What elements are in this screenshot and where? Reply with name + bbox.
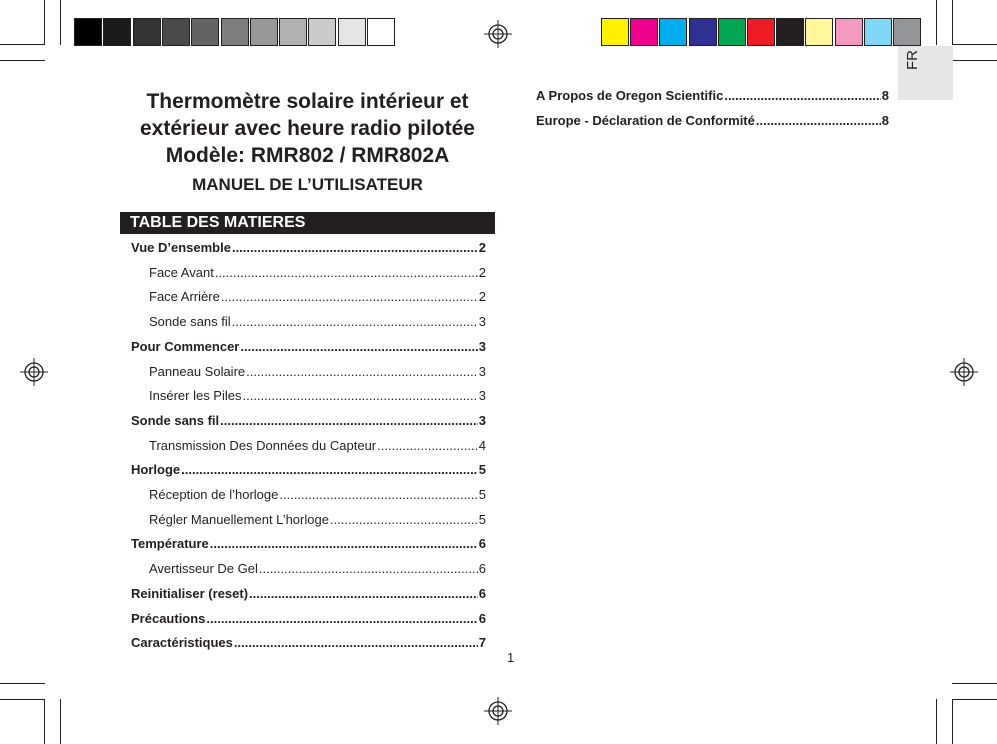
toc-leader-dots <box>234 634 478 652</box>
toc-entry-label: Face Avant <box>149 264 214 280</box>
toc-leader-dots <box>246 363 478 381</box>
toc-entry-label: A Propos de Oregon Scientific <box>536 88 724 103</box>
toc-entry[interactable] <box>131 634 486 652</box>
color-swatch <box>864 18 892 46</box>
toc-entry[interactable] <box>131 412 486 430</box>
toc-entry-page: 3 <box>478 338 486 354</box>
toc-entry[interactable] <box>536 87 889 105</box>
toc-entry[interactable] <box>149 288 486 306</box>
toc-entry-label: Réception de l’horloge <box>149 487 279 502</box>
crop-mark <box>952 699 997 700</box>
color-swatch <box>221 18 249 46</box>
toc-entry[interactable] <box>149 486 486 504</box>
toc-entry-page: 6 <box>478 610 486 626</box>
color-swatch <box>601 18 629 46</box>
toc-entry-page: 3 <box>478 388 486 404</box>
toc-entry-page: 4 <box>478 437 486 453</box>
toc-entry-label: Horloge <box>131 462 181 478</box>
color-swatch <box>191 18 219 46</box>
color-swatch <box>338 18 366 46</box>
color-swatch <box>893 18 921 46</box>
crop-mark <box>0 699 45 700</box>
toc-leader-dots <box>377 437 478 455</box>
crop-mark <box>952 44 997 45</box>
toc-entry-label: Vue D’ensemble <box>131 240 231 255</box>
crop-mark <box>952 0 953 45</box>
color-swatch <box>367 18 395 46</box>
color-swatch <box>250 18 278 46</box>
crop-mark <box>952 683 997 684</box>
toc-entry[interactable] <box>131 610 486 628</box>
toc-entry-page: 6 <box>478 536 486 552</box>
toc-entry[interactable] <box>131 585 486 603</box>
title-line-2: extérieur avec heure radio pilotée <box>140 117 475 140</box>
toc-entry[interactable] <box>149 560 486 578</box>
toc-leader-dots <box>232 239 478 257</box>
toc-entry-page: 8 <box>881 88 889 103</box>
toc-entry-page: 3 <box>478 314 486 330</box>
toc-entry[interactable] <box>131 461 486 479</box>
toc-entry-page: 5 <box>478 462 486 478</box>
page-number: 1 <box>507 650 515 665</box>
crop-mark <box>44 0 45 45</box>
toc-entry-page: 6 <box>478 561 486 577</box>
color-swatch <box>308 18 336 46</box>
toc-entry[interactable] <box>131 338 486 356</box>
toc-leader-dots <box>242 387 477 405</box>
language-tab-label: FR <box>904 50 921 70</box>
crop-mark <box>0 60 45 61</box>
color-swatch <box>630 18 658 46</box>
crop-mark <box>0 683 45 684</box>
toc-leader-dots <box>221 288 478 306</box>
toc-entry-page: 3 <box>478 412 486 428</box>
toc-entry-page: 7 <box>478 635 486 651</box>
toc-leader-dots <box>756 112 881 130</box>
color-swatch <box>103 18 131 46</box>
toc-entry-label: Face Arrière <box>149 289 220 305</box>
crop-mark <box>936 0 937 45</box>
crop-mark <box>44 699 45 744</box>
color-swatch <box>659 18 687 46</box>
crop-mark <box>60 699 61 744</box>
crop-mark <box>0 44 45 45</box>
toc-leader-dots <box>181 461 478 479</box>
color-swatch <box>133 18 161 46</box>
title-line-3: Modèle: RMR802 / RMR802A <box>165 144 450 167</box>
toc-entry[interactable] <box>536 112 889 130</box>
toc-leader-dots <box>215 264 478 282</box>
toc-entry-label: Sonde sans fil <box>149 314 231 330</box>
registration-mark-icon <box>484 20 512 48</box>
toc-leader-dots <box>240 338 477 356</box>
toc-entry[interactable] <box>149 313 486 331</box>
document-subtitle: MANUEL DE L’UTILISATEUR <box>192 175 423 194</box>
toc-entry-label: Europe - Déclaration de Conformité <box>536 113 755 128</box>
registration-mark-icon <box>950 358 978 386</box>
toc-leader-dots <box>232 313 478 331</box>
toc-leader-dots <box>724 87 880 105</box>
title-line-1: Thermomètre solaire intérieur et <box>146 90 469 113</box>
toc-header: TABLE DES MATIERES <box>120 212 495 234</box>
crop-mark <box>952 60 997 61</box>
color-swatch <box>74 18 102 46</box>
toc-entry-label: Sonde sans fil <box>131 412 220 428</box>
toc-entry[interactable] <box>149 264 486 282</box>
toc-entry-label: Température <box>131 536 209 552</box>
toc-entry-label: Avertisseur De Gel <box>149 561 258 577</box>
toc-leader-dots <box>259 560 478 578</box>
color-swatch <box>835 18 863 46</box>
color-swatch <box>718 18 746 46</box>
toc-entry-label: Panneau Solaire <box>149 363 246 379</box>
toc-entry-page: 2 <box>478 289 486 305</box>
crop-mark <box>60 0 61 45</box>
toc-entry-label: Régler Manuellement L’horloge <box>149 511 329 527</box>
color-swatch <box>279 18 307 46</box>
toc-entry-label: Transmission Des Données du Capteur <box>149 437 377 453</box>
document-title <box>120 88 495 169</box>
toc-entry-label: Caractéristiques <box>131 635 233 651</box>
toc-leader-dots <box>330 511 478 529</box>
toc-entry-label: Précautions <box>131 610 206 626</box>
toc-leader-dots <box>249 585 478 603</box>
toc-entry-label: Insérer les Piles <box>149 388 242 404</box>
toc-leader-dots <box>210 535 478 553</box>
toc-entry[interactable] <box>149 437 486 455</box>
color-swatch <box>776 18 804 46</box>
toc-entry-page: 5 <box>478 511 486 527</box>
toc-entry-label: Reinitialiser (reset) <box>131 585 249 601</box>
registration-mark-icon <box>20 358 48 386</box>
toc-entry[interactable] <box>149 363 486 381</box>
color-swatch <box>747 18 775 46</box>
toc-leader-dots <box>279 486 477 504</box>
color-swatch <box>162 18 190 46</box>
crop-mark <box>952 699 953 744</box>
toc-entry-page: 5 <box>478 487 486 502</box>
toc-entry-page: 8 <box>881 113 889 128</box>
toc-entry[interactable] <box>131 239 486 257</box>
toc-entry-page: 3 <box>478 363 486 379</box>
color-swatch <box>689 18 717 46</box>
registration-mark-icon <box>484 697 512 725</box>
toc-entry-page: 6 <box>478 585 486 601</box>
toc-entry-page: 2 <box>478 240 486 255</box>
toc-entry-page: 2 <box>478 264 486 280</box>
toc-leader-dots <box>220 412 478 430</box>
toc-entry[interactable] <box>131 535 486 553</box>
toc-entry[interactable] <box>149 511 486 529</box>
crop-mark <box>936 699 937 744</box>
color-swatch <box>805 18 833 46</box>
toc-entry-label: Pour Commencer <box>131 338 240 354</box>
toc-leader-dots <box>206 610 477 628</box>
toc-entry[interactable] <box>149 387 486 405</box>
